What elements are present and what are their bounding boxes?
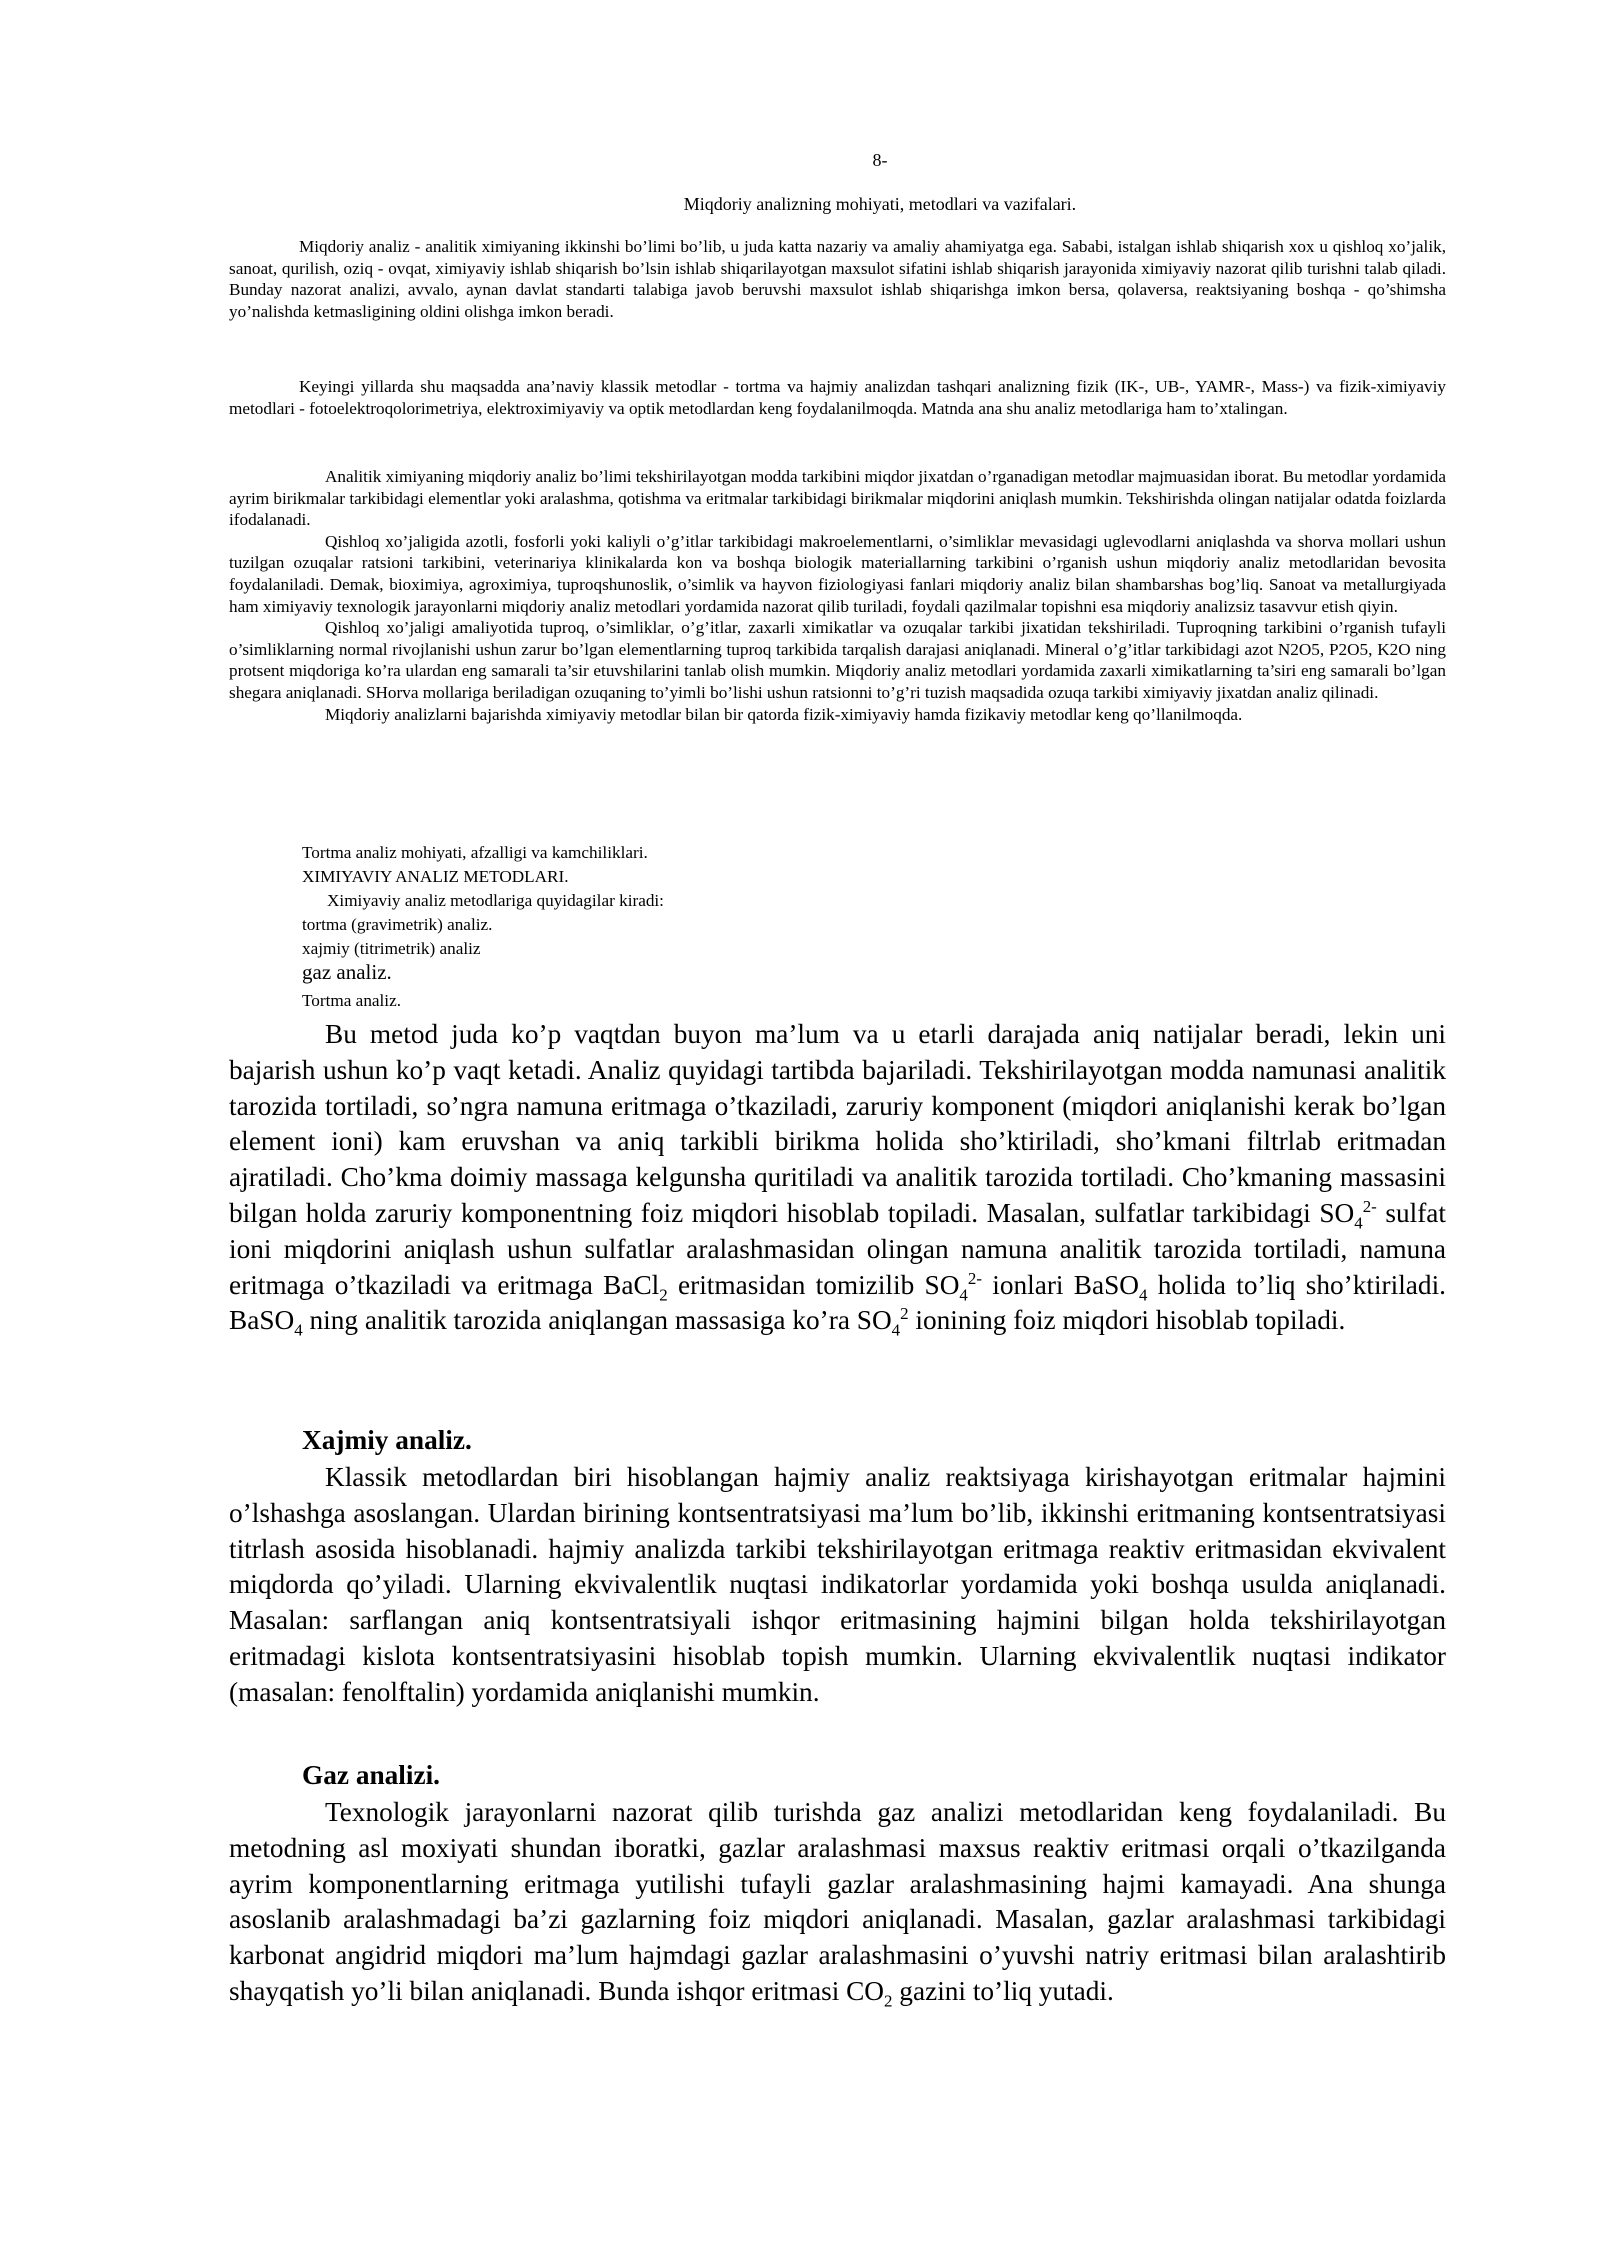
list-line: Tortma analiz mohiyati, afzalligi va kamchiliklari. <box>302 843 648 862</box>
paragraph-text: Miqdoriy analiz - analitik ximiyaning ikkinshi bo’limi bo’lib, u juda katta nazariy va amaliy ahamiyatga ega. Sababi, istalgan ishlab shiqarish xox u qishloq xo’jalik, sanoat, qurilish, oziq - ovqat, ximiyaviy ishlab shiqarish bo’lsin ishlab shiqarilayotgan maxsulot sifatini ishlab shiqarish jarayonida ximiyaviy nazorat qilib turishni talab qiladi. Bunday nazorat analizi, avvalo, aynan davlat standarti talabiga javob beruvshi maxsulot ishlab shiqarishga imkon bersa, qolaversa, reaktsiyaning boshqa - qo’shimsha yo’nalishda ketmasligining oldini olishga imkon beradi. <box>229 237 1446 321</box>
intro-paragraph-2 <box>229 376 1446 419</box>
list-line: tortma (gravimetrik) analiz. <box>302 915 493 934</box>
section-caps-title: XIMIYAVIY ANALIZ METODLARI. <box>302 867 569 886</box>
paragraph-text: Analitik ximiyaning miqdoriy analiz bo’limi tekshirilayotgan modda tarkibini miqdor jixatdan o’rganadigan metodlar majmuasidan iborat. Bu metodlar yordamida ayrim birikmalar tarkibidagi elementlar yoki aralashma, qotishma va eritmalar tarkibidagi birikmalar miqdorini aniqlash mumkin. Tekshirishda olingan natijalar odatda foizlarda ifodalanadi. <box>229 467 1446 530</box>
section-heading: Xajmiy analiz. <box>302 1425 472 1455</box>
paragraph-text: Keyingi yillarda shu maqsadda ana’naviy klassik metodlar - tortma va hajmiy analizdan tashqari analizning fizik (IK-, UB-, YAMR-, Mass-) va fizik-ximiyaviy metodlari - fotoelektroqolorimetriya, elektroximiyaviy va optik metodlardan keng foydalanilmoqda. Matnda ana shu analiz metodlariga ham to’xtalingan. <box>229 377 1446 418</box>
paragraph-text: Texnologik jarayonlarni nazorat qilib turishda gaz analizi metodlaridan keng foydalaniladi. Bu metodning asl moxiyati shundan iboratki, gazlar aralashmasi maxsus reaktiv eritmasi orqali o’tkazilganda ayrim komponentlarning eritmaga yutilishi tufayli gazlar aralashmasining hajmi kamayadi. Ana shunga asoslanib aralashmadagi ba’zi gazlarning foiz miqdori aniqlanadi. Masalan, gazlar aralashmasi tarkibidagi karbonat angidrid miqdori ma’lum hajmdagi gazlar aralashmasini o’yuvshi natriy eritmasi bilan aralashtirib shayqatish yo’li bilan aniqlanadi. Bunda ishqor eritmasi $CO_2$ gazini to’liq yutadi. <box>229 1797 1446 2011</box>
gas-paragraph <box>229 1795 1446 2010</box>
paragraph-text: Qishloq xo’jaligida azotli, fosforli yoki kaliyli o’g’itlar tarkibidagi makroelementlarni, o’simliklar mevasidagi uglevodlarni aniqlashda va shorva mollari ushun tuzilgan ozuqalar ratsioni tarkibini, veterinariya klinikalarda kon va boshqa biologik materiallarning tarkibini o’rganish ushun miqdoriy analiz metodlaridan bevosita foydalaniladi. Demak, bioximiya, agroximiya, tuproqshunoslik, o’simlik va hayvon fiziologiyasi fanlari miqdoriy analiz bilan shambarshas bog’liq. Sanoat va metallurgiyada ham ximiyaviy texnologik jarayonlarni miqdoriy analiz metodlari yordamida nazorat qilib turiladi, foydali qazilmalar topishni esa miqdoriy analizsiz tasavvur etish qiyin. <box>229 531 1446 616</box>
gravimetric-paragraph <box>229 1017 1446 1339</box>
page-number: 8- <box>872 150 888 170</box>
paragraph-text: Bu metod juda ko’p vaqtdan buyon ma’lum va u etarli darajada aniq natijalar beradi, lekin uni bajarish ushun ko’p vaqt ketadi. Analiz quyidagi tartibda bajariladi. Tekshirilayotgan modda namunasi analitik tarozida tortiladi, so’ngra namuna eritmaga o’tkaziladi, zaruriy komponent (miqdori aniqlanishi kerak bo’lgan element ioni) kam eruvshan va aniq tarkibli birikma holida sho’ktiriladi, sho’kmani filtrlab eritmadan ajratiladi. Cho’kma doimiy massaga kelgunsha quritiladi va analitik tarozida tortiladi. Cho’kmaning massasini bilgan holda zaruriy komponentning foiz miqdori hisoblab topiladi. Masalan, sulfatlar tarkibidagi $SO_4^{2-}$ sulfat ioni miqdorini aniqlash ushun sulfatlar aralashmasidan olingan namuna analitik tarozida tortiladi, namuna eritmaga o’tkaziladi va eritmaga BaCl$_2$ eritmasidan tomizilib $SO_4^{2-}$ ionlari BaSO$_4$ holida to’liq sho’ktiriladi. BaSO$_4$ ning analitik tarozida aniqlangan massasiga ko’ra $SO_4^2$ ionining foiz miqdori hisoblab topiladi. <box>229 1019 1446 1340</box>
list-line: xajmiy (titrimetrik) analiz <box>302 939 481 958</box>
section-heading: Gaz analizi. <box>302 1760 440 1790</box>
paragraph-text: Qishloq xo’jaligi amaliyotida tuproq, o’simliklar, o’g’itlar, zaxarli ximikatlar va ozuqalar tarkibi jixatidan tekshiriladi. Tuproqning tarkibini o’rganish tufayli o’simliklarning normal rivojlanishi ushun zarur bo’lgan elementlarning tuproq tarkibida tarqalish darajasi aniqlanadi. Mineral o’g’itlar tarkibidagi azot N2O5, P2O5, K2O ning protsent miqdoriga ko’ra ulardan eng samarali ta’sir etuvshilarini tanlab olish mumkin. Miqdoriy analiz metodlari yordamida zaxarli ximikatlarning ta’siri eng samarali bo’lgan shegara aniqlanadi. SHorva mollariga beriladigan ozuqaning to’yimli bo’lishi ushun ratsionni to’g’ri tuzish maqsadida ozuqa tarkibi ximiyaviy jixatdan analiz qilinadi. <box>229 618 1446 702</box>
paragraph-text: Miqdoriy analizlarni bajarishda ximiyaviy metodlar bilan bir qatorda fizik-ximiyaviy hamda fizikaviy metodlar keng qo’llanilmoqda. <box>325 704 1243 724</box>
intro-paragraphs-block <box>229 466 1446 725</box>
document-title: Miqdoriy analizning mohiyati, metodlari va vazifalari. <box>683 194 1077 214</box>
paragraph-text: Klassik metodlardan biri hisoblangan hajmiy analiz reaktsiyaga kirishayotgan eritmalar hajmini o’lshashga asoslangan. Ulardan birining kontsentratsiyasi ma’lum bo’lib, ikkinshi eritmaning kontsentratsiyasi titrlash asosida hisoblanadi. hajmiy analizda tarkibi tekshirilayotgan eritmaga reaktiv eritmasidan ekvivalent miqdorda qo’yiladi. Ularning ekvivalentlik nuqtasi indikatorlar yordamida yoki boshqa usulda aniqlanadi. Masalan: sarflangan aniq kontsentratsiyali ishqor eritmasining hajmini bilgan holda tekshirilayotgan eritmadagi kislota kontsentratsiyasini hisoblab topish mumkin. Ularning ekvivalentlik nuqtasi indikator (masalan: fenolftalin) yordamida aniqlanishi mumkin. <box>229 1462 1446 1707</box>
list-line: Tortma analiz. <box>302 991 402 1010</box>
intro-paragraph-1 <box>229 236 1446 322</box>
volumetric-paragraph <box>229 1460 1446 1711</box>
list-line: Ximiyaviy analiz metodlariga quyidagilar kiradi: <box>327 891 664 910</box>
list-line: gaz analiz. <box>302 960 392 984</box>
